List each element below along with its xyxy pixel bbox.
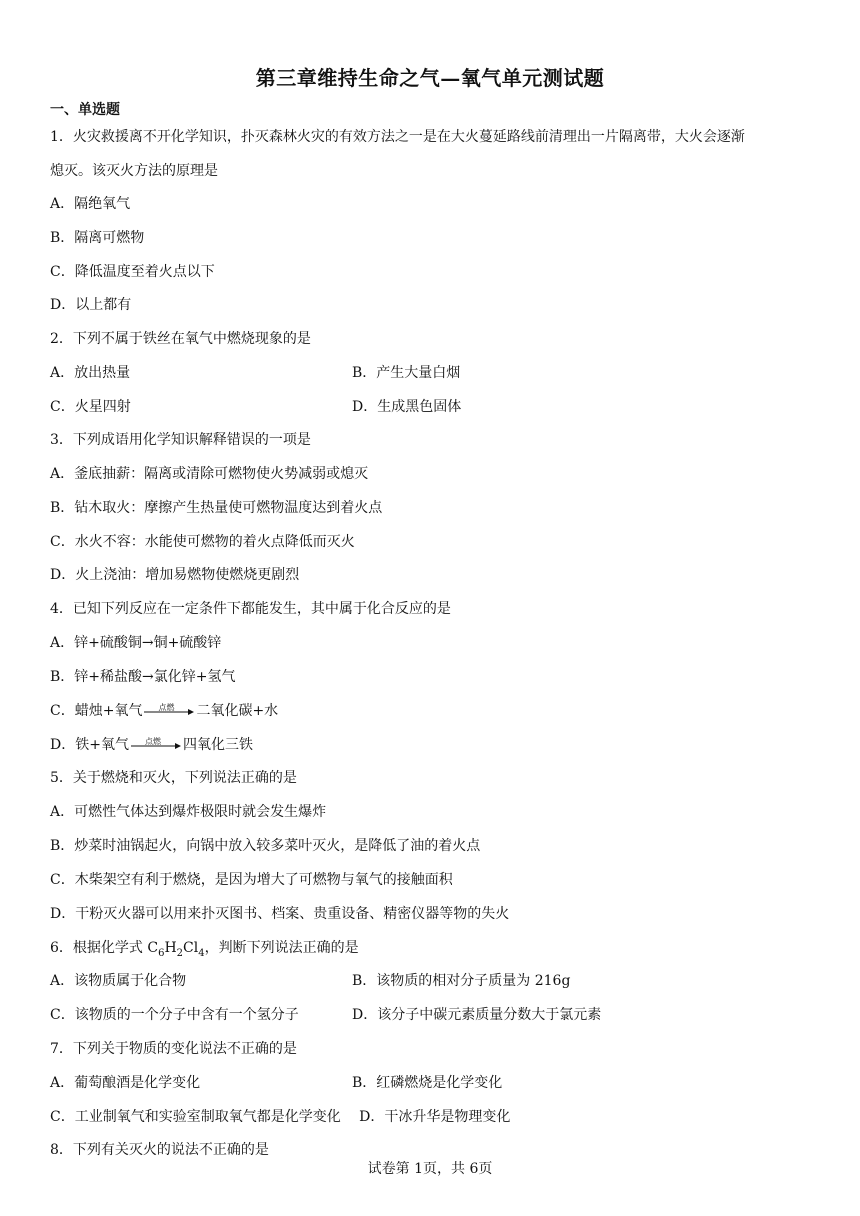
question-4-option-d xyxy=(50,735,253,755)
question-4-option-c xyxy=(50,701,278,721)
question-7-stem: 7．下列关于物质的变化说法不正确的是 xyxy=(50,1041,297,1057)
question-4-option-a: A．锌+硫酸铜→铜+硫酸锌 xyxy=(50,635,222,651)
question-5-option-d: D．干粉灭火器可以用来扑灭图书、档案、贵重设备、精密仪器等物的失火 xyxy=(50,906,510,922)
question-4-option-b: B．锌+稀盐酸→氯化锌+氢气 xyxy=(50,669,236,685)
question-6-stem: 6．根据化学式 $C_6H_2Cl_4$，判断下列说法正确的是 xyxy=(50,940,359,959)
question-2-option-d: D．生成黑色固体 xyxy=(352,399,462,415)
question-1-option-b: B．隔离可燃物 xyxy=(50,230,145,246)
question-4-stem: 4．已知下列反应在一定条件下都能发生，其中属于化合反应的是 xyxy=(50,601,451,617)
reaction-arrow-icon xyxy=(131,738,181,752)
option-d-products: 四氧化三铁 xyxy=(182,737,253,753)
option-c-reactants: C．蜡烛+氧气 xyxy=(50,703,143,719)
question-2-option-c: C．火星四射 xyxy=(50,399,131,415)
question-7-option-a: A．葡萄酿酒是化学变化 xyxy=(50,1075,201,1091)
reaction-condition: 点燃 xyxy=(158,703,175,712)
question-1-option-c: C．降低温度至着火点以下 xyxy=(50,264,215,280)
question-5-option-b: B．炒菜时油锅起火，向锅中放入较多菜叶灭火，是降低了油的着火点 xyxy=(50,838,481,854)
question-6-option-a: A．该物质属于化合物 xyxy=(50,973,187,989)
page-title: 第三章维持生命之气—氧气单元测试题 xyxy=(255,66,605,90)
question-5-option-a: A．可燃性气体达到爆炸极限时就会发生爆炸 xyxy=(50,804,327,820)
question-1-line-2: 熄灭。该灭火方法的原理是 xyxy=(50,163,218,179)
question-1-option-d: D．以上都有 xyxy=(50,297,132,313)
option-d-reactants: D．铁+氧气 xyxy=(50,737,129,753)
section-heading: 一、单选题 xyxy=(50,102,120,118)
question-3-option-a: A．釜底抽薪：隔离或清除可燃物使火势减弱或熄灭 xyxy=(50,466,369,482)
question-2-option-a: A．放出热量 xyxy=(50,365,131,381)
question-3-option-d: D．火上浇油：增加易燃物使燃烧更剧烈 xyxy=(50,567,300,583)
question-3-stem: 3．下列成语用化学知识解释错误的一项是 xyxy=(50,432,311,448)
question-3-option-c: C．水火不容：水能使可燃物的着火点降低而灭火 xyxy=(50,534,355,550)
question-5-option-c: C．木柴架空有利于燃烧，是因为增大了可燃物与氧气的接触面积 xyxy=(50,872,453,888)
page-footer: 试卷第 1页，共 6页 xyxy=(367,1161,493,1177)
question-5-stem: 5．关于燃烧和灭火，下列说法正确的是 xyxy=(50,770,297,786)
question-2-option-b: B．产生大量白烟 xyxy=(352,365,461,381)
question-6-option-d: D．该分子中碳元素质量分数大于氯元素 xyxy=(352,1007,602,1023)
question-6-option-b: B．该物质的相对分子质量为 216g xyxy=(352,973,571,989)
question-6-option-c: C．该物质的一个分子中含有一个氢分子 xyxy=(50,1007,299,1023)
question-2-stem: 2．下列不属于铁丝在氧气中燃烧现象的是 xyxy=(50,331,311,347)
question-8-stem: 8．下列有关灭火的说法不正确的是 xyxy=(50,1142,269,1158)
reaction-condition: 点燃 xyxy=(144,737,161,746)
option-c-products: 二氧化碳+水 xyxy=(196,703,279,719)
question-7-options-c-d: C．工业制氧气和实验室制取氧气都是化学变化 D．干冰升华是物理变化 xyxy=(50,1109,511,1125)
question-3-option-b: B．钻木取火：摩擦产生热量使可燃物温度达到着火点 xyxy=(50,500,383,516)
reaction-arrow-icon xyxy=(144,704,194,718)
question-1-line-1: 1．火灾救援离不开化学知识，扑灭森林火灾的有效方法之一是在大火蔓延路线前清理出一片隔离带，大火会逐渐 xyxy=(50,129,745,145)
question-1-option-a: A．隔绝氧气 xyxy=(50,196,131,212)
question-7-option-b: B．红磷燃烧是化学变化 xyxy=(352,1075,503,1091)
